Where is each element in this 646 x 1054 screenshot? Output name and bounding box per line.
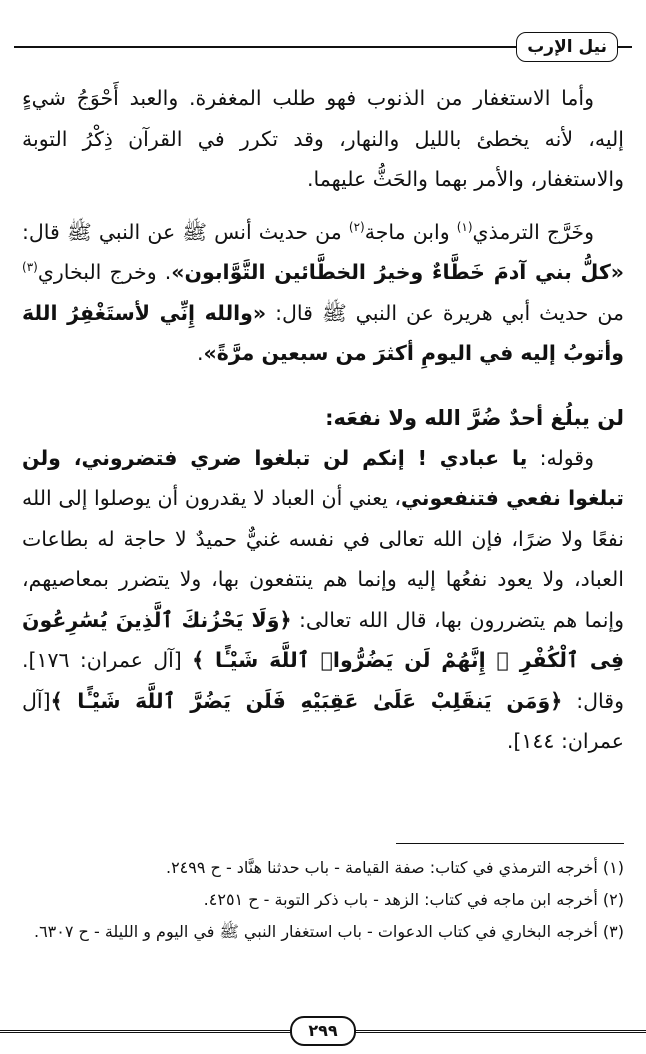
text-segment: . xyxy=(197,341,204,365)
quran-verse-1: ﴿وَلَا يَحْزُنكَ ٱلَّذِينَ يُسَٰرِعُونَ فِى ٱلْكُفْرِ ۚ إِنَّهُمْ لَن يَضُرُّوا۟ ٱللَّهَ شَيْـًٔا ﴾ xyxy=(22,607,624,672)
page-header xyxy=(14,30,632,64)
verse-reference-2: [آل عمران: ١٤٤] xyxy=(22,688,624,753)
paragraph-commentary xyxy=(22,438,624,762)
verse-reference-1: [آل عمران: ١٧٦] xyxy=(28,648,193,672)
footnote-ref-1: (١) xyxy=(456,219,473,234)
text-segment: من حديث أنس ﷺ عن النبي ﷺ قال: xyxy=(22,219,349,244)
footnote-3: (٣) أخرجه البخاري في كتاب الدعوات - باب استغفار النبي ﷺ في اليوم و الليلة - ح ٦٣٠٧. xyxy=(33,922,624,941)
text-segment: ، يعني أن العباد لا يقدرون أن يوصلوا إلى الله نفعًا ولا ضرًا، فإن الله تعالى في نفسه غنيٌّ حميدٌ لا حاجة له بطاعات العباد، ولا يعود نفعُها إليه وإنما هم ينتفعون بها، ولا يتضرر بمعاصيهم، وإنما هم يتضررون بها، قال الله تعالى: xyxy=(22,486,624,632)
text-segment: . وقال: xyxy=(22,648,625,713)
section-heading: لن يبلُغ أحدٌ ضُرَّ الله ولا نفعَه: xyxy=(325,405,624,430)
footnote-ref-3: (٣) xyxy=(22,260,38,275)
footnote-2: (٢) أخرجه ابن ماجه في كتاب: الزهد - باب ذكر التوبة - ح ٤٢٥١. xyxy=(203,890,624,909)
hadith-quote-1: «كلُّ بني آدمَ خَطَّاءٌ وخيرُ الخطَّائين التَّوَّابون» xyxy=(171,260,624,284)
text-segment: وقوله: xyxy=(527,445,595,470)
quran-verse-2: ﴿وَمَن يَنقَلِبْ عَلَىٰ عَقِبَيْهِ فَلَن يَضُرَّ ٱللَّهَ شَيْـًٔا ﴾ xyxy=(50,688,563,713)
main-text xyxy=(22,78,624,762)
hadith-quote-2: «والله إِنِّي لأستَغْفِرُ اللهَ وأتوبُ إليه في اليومِ أكثرَ من سبعين مرَّةً» xyxy=(22,300,624,365)
page-footer xyxy=(0,1014,646,1044)
text-segment: . xyxy=(506,729,514,753)
book-title-tag: نيل الإرب xyxy=(516,32,618,62)
text-segment: . وخرج البخاري xyxy=(37,260,172,284)
text-segment: من حديث أبي هريرة عن النبي ﷺ قال: xyxy=(266,300,625,325)
text-segment: وابن ماجة xyxy=(364,219,457,244)
footnote-ref-2: (٢) xyxy=(348,219,365,234)
hadith-quote-3: يا عبادي ! إنكم لن تبلغوا ضري فتضروني، ولن تبلغوا نفعي فتنفعوني xyxy=(22,445,624,510)
footnote-1: (١) أخرجه الترمذي في كتاب: صفة القيامة - باب حدثنا هنَّاد - ح ٢٤٩٩. xyxy=(165,858,624,877)
text-segment: وخَرَّج الترمذي xyxy=(472,219,594,244)
footnotes xyxy=(22,852,624,948)
paragraph-istighfar: وأما الاستغفار من الذنوب فهو طلب المغفرة. والعبد أَحْوَجُ شيءٍ إليه، لأنه يخطئ بالليل والنهار، وقد تكرر في القرآن ذِكْرُ التوبة والاستغفار، والأمر بهما والحَثُّ عليهما. xyxy=(22,86,624,191)
paragraph-hadith xyxy=(22,212,624,374)
page-number: ٢٩٩ xyxy=(290,1016,356,1046)
footnote-separator xyxy=(396,843,624,844)
